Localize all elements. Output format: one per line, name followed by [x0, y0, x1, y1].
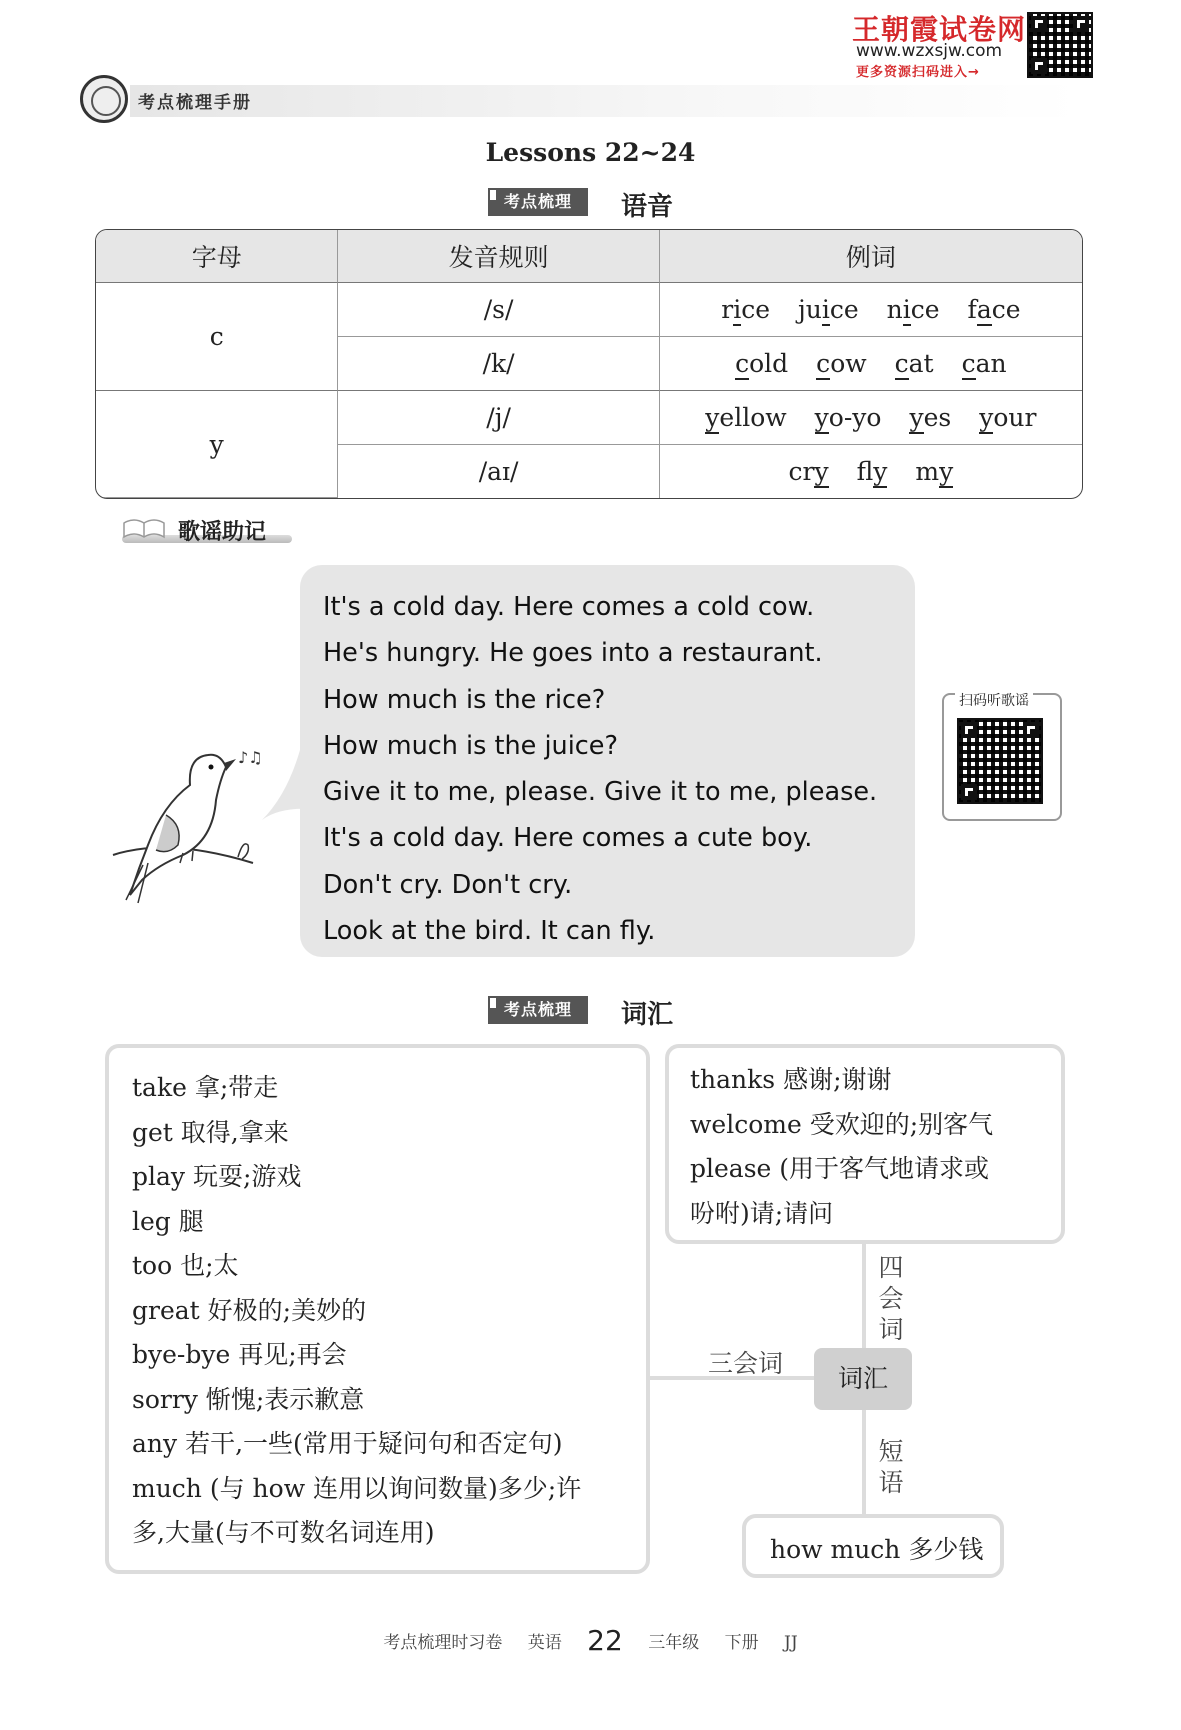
word-part: at: [908, 349, 934, 378]
phonics-row: [96, 283, 1082, 337]
examples-cell: [660, 337, 1082, 391]
rhyme-line: It's a cold day. Here comes a cold cow.: [323, 592, 815, 622]
word-part: f: [967, 295, 977, 324]
vocab-item: bye-bye 再见;再会: [132, 1340, 347, 1369]
phonics-table: [95, 229, 1083, 499]
word-part: es: [923, 403, 952, 432]
word-part: o-yo: [828, 403, 882, 432]
word-part-underlined: y: [979, 403, 994, 432]
word-part-underlined: y: [814, 457, 829, 486]
publisher-logo: [80, 75, 128, 123]
example-word: [735, 349, 788, 378]
example-word: [705, 403, 786, 432]
examples-cell: [660, 283, 1082, 337]
letter-cell: y: [96, 391, 338, 498]
word-part: ce: [991, 295, 1021, 324]
singing-bird-icon: [108, 745, 278, 905]
example-word: [857, 457, 888, 486]
page-number: 22: [587, 1624, 623, 1657]
handbook-label: 考点梳理手册: [138, 93, 252, 113]
qr-code-icon[interactable]: [957, 718, 1043, 804]
vocab-item: too 也;太: [132, 1251, 239, 1280]
rhyme-line: Give it to me, please. Give it to me, please.: [323, 777, 878, 808]
word-part: n: [886, 295, 903, 324]
example-word: [968, 295, 1021, 324]
examples-cell: [660, 391, 1082, 445]
example-word: [915, 457, 953, 486]
vocab-title: 词汇: [621, 1000, 674, 1030]
qr-code-icon[interactable]: [1027, 12, 1093, 78]
header-band: [130, 85, 1080, 117]
vocab-item: any 若干,一些(常用于疑问句和否定句): [132, 1429, 563, 1458]
book-icon: [122, 517, 166, 541]
rhyme-line: It's a cold day. Here comes a cute boy.: [323, 823, 813, 854]
phrase-label: 短 语: [878, 1437, 904, 1497]
word-part-underlined: y: [939, 457, 954, 486]
word-part: fl: [856, 457, 874, 486]
rhyme-line: How much is the juice?: [323, 730, 619, 761]
qr-caption: 扫码听歌谣: [955, 690, 1033, 710]
connector: [862, 1410, 866, 1514]
rhyme-line: How much is the rice?: [323, 684, 606, 715]
rule-cell: /s/: [338, 283, 659, 337]
rhyme-line: Don't cry. Don't cry.: [323, 869, 573, 900]
word-part: ce: [741, 295, 770, 324]
word-part: ellow: [719, 403, 787, 432]
vocab-item: play 玩耍;游戏: [132, 1162, 302, 1191]
footer-subject: 英语: [527, 1633, 562, 1653]
page-footer: [0, 1622, 1181, 1655]
brand-url[interactable]: www.wzxsjw.com: [856, 41, 1003, 61]
word-part: an: [975, 349, 1007, 378]
rhyme-line: He's hungry. He goes into a restaurant.: [323, 638, 823, 669]
vocab-item: great 好极的;美妙的: [132, 1295, 367, 1325]
vocab-item: take 拿;带走: [132, 1073, 279, 1102]
brand-subtitle: 更多资源扫码进入→: [856, 65, 980, 80]
example-word: [979, 403, 1036, 432]
rule-cell: /k/: [338, 337, 659, 391]
letter-cell: c: [96, 283, 338, 391]
three-skill-words: [132, 1066, 581, 1556]
word-part-underlined: a: [976, 295, 992, 324]
connector: [862, 1244, 866, 1348]
rhyme-title: 歌谣助记: [178, 520, 267, 545]
vocab-item: thanks 感谢;谢谢: [690, 1065, 892, 1094]
vocab-center-node: 词汇: [814, 1348, 912, 1410]
word-part-underlined: y: [873, 457, 888, 486]
phonics-row: [96, 391, 1082, 445]
word-part: m: [915, 457, 940, 486]
footer-grade: 三年级: [648, 1633, 700, 1653]
lesson-title: Lessons 22~24: [485, 138, 696, 167]
rhyme-line: Look at the bird. It can fly.: [323, 916, 656, 947]
vocab-item: get 取得,拿来: [132, 1117, 289, 1147]
svg-text:♪♫: ♪♫: [238, 748, 263, 767]
word-part: ow: [830, 349, 867, 378]
footer-volume: 下册: [724, 1633, 759, 1653]
vocab-item: much (与 how 连用以询问数量)多少;许: [132, 1473, 582, 1503]
word-part: ce: [829, 295, 859, 324]
four-skill-words: [690, 1058, 993, 1236]
tag-badge: 考点梳理: [488, 996, 588, 1024]
word-part: our: [993, 403, 1037, 432]
phonics-title: 语音: [621, 192, 674, 222]
example-word: [895, 349, 934, 378]
footer-book: 考点梳理时习卷: [383, 1633, 503, 1653]
rule-cell: /aɪ/: [338, 445, 659, 498]
header-rule: 发音规则: [338, 230, 659, 283]
word-part: cr: [788, 457, 815, 486]
vocab-item: please (用于客气地请求或: [690, 1154, 990, 1183]
vocab-item: sorry 惭愧;表示歉意: [132, 1384, 365, 1414]
phrase-item: how much 多少钱: [770, 1535, 984, 1564]
word-part: r: [721, 295, 734, 324]
example-word: [815, 403, 882, 432]
examples-cell: [660, 445, 1082, 498]
vocab-item: welcome 受欢迎的;别客气: [690, 1109, 994, 1139]
example-word: [721, 295, 770, 324]
brand-title: 王朝霞试卷网: [852, 13, 1027, 46]
example-word: [887, 295, 940, 324]
vocab-item: leg 腿: [132, 1206, 204, 1236]
three-skill-label: 三会词: [708, 1349, 784, 1378]
word-part-underlined: c: [961, 349, 976, 378]
example-word: [816, 349, 866, 378]
rhyme-label: [122, 515, 292, 545]
word-part-underlined: c: [735, 349, 750, 378]
tag-badge: 考点梳理: [488, 188, 588, 216]
rule-cell: /j/: [338, 391, 659, 445]
word-part: old: [749, 349, 789, 378]
header-letter: 字母: [96, 230, 338, 283]
header-examples: 例词: [660, 230, 1082, 283]
vocab-item: 多,大量(与不可数名词连用): [132, 1518, 435, 1547]
word-part-underlined: i: [821, 295, 830, 324]
rhyme-lines: [323, 584, 877, 954]
example-word: [789, 457, 829, 486]
word-part: ju: [797, 295, 822, 324]
word-part-underlined: i: [733, 295, 742, 324]
footer-edition: JJ: [784, 1633, 798, 1653]
vocab-item: 吩咐)请;请问: [690, 1198, 834, 1228]
word-part-underlined: y: [705, 403, 720, 432]
word-part: ce: [910, 295, 940, 324]
four-skill-label: 四 会 词: [878, 1253, 904, 1344]
example-word: [962, 349, 1007, 378]
word-part-underlined: i: [902, 295, 911, 324]
example-word: [909, 403, 951, 432]
word-part-underlined: y: [909, 403, 924, 432]
word-part-underlined: c: [816, 349, 831, 378]
example-word: [798, 295, 859, 324]
word-part-underlined: c: [894, 349, 909, 378]
word-part-underlined: y: [814, 403, 829, 432]
